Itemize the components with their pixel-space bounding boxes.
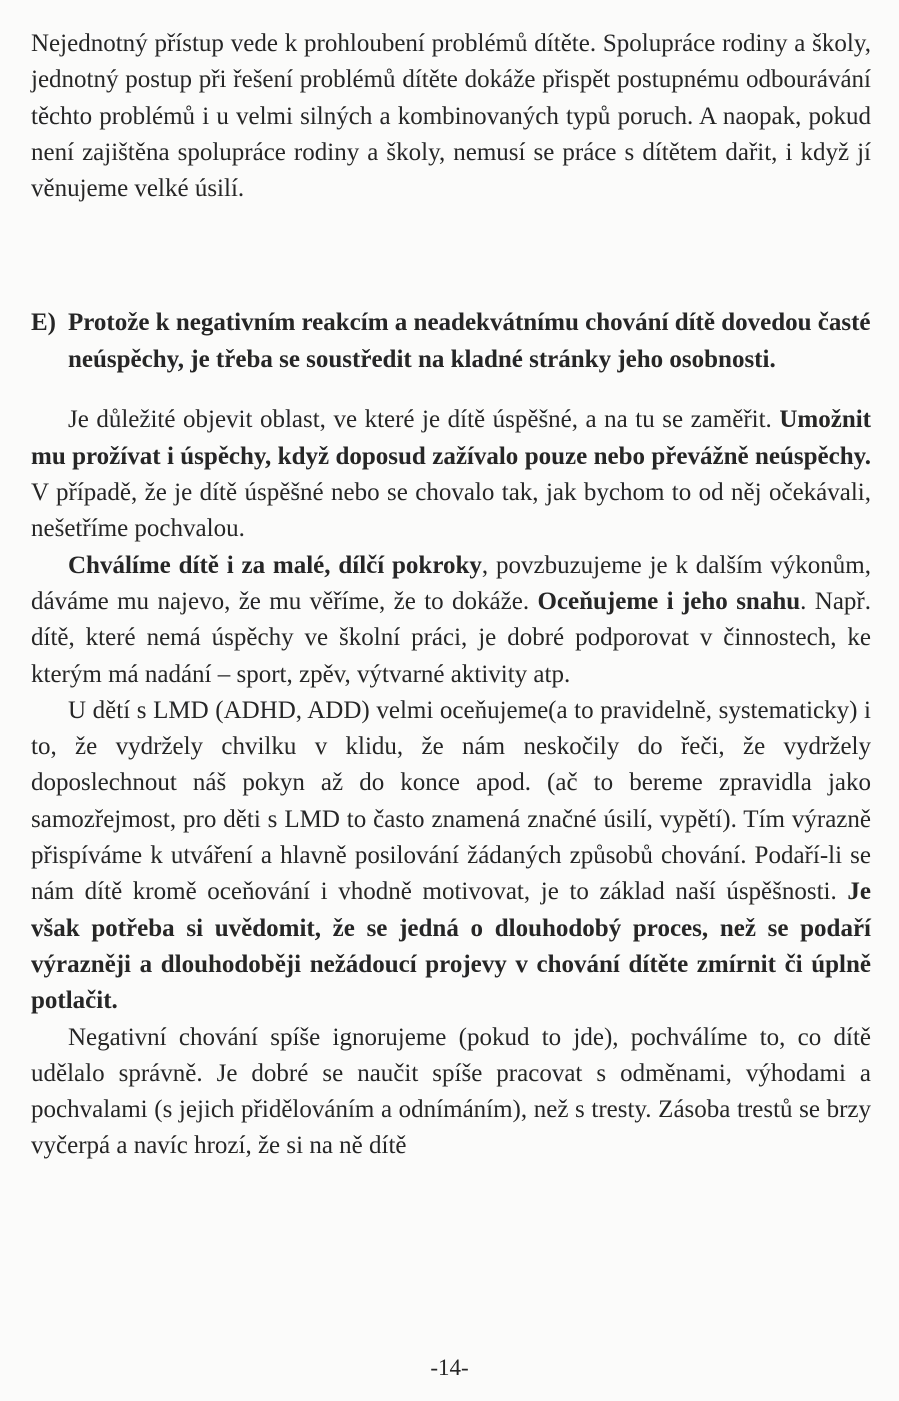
- paragraph-2-text-a: , povzbuzujeme je k dalším výkonům, dáváme mu najevo, že mu věříme, že to dokáže.: [31, 551, 871, 615]
- paragraph-1-text-b: V případě, že je dítě úspěšné nebo se chovalo tak, jak bychom to od něj očekávali, nešetříme pochvalou.: [31, 479, 871, 543]
- page-number: -14-: [430, 1355, 469, 1380]
- section-marker: E): [31, 309, 56, 337]
- paragraph-2-emphasis-b: Oceňujeme i jeho snahu: [537, 587, 801, 615]
- document-page: [31, 26, 871, 1165]
- paragraph-2-text-b: . Např. dítě, které nemá úspěchy ve školní práci, je dobré podporovat v činnostech, ke kterým má nadání – sport, zpěv, výtvarné aktivity atp.: [31, 587, 871, 688]
- body-paragraph-1: [31, 402, 871, 547]
- body-paragraph-2: [31, 548, 871, 693]
- intro-paragraph: Nejednotný přístup vede k prohloubení problémů dítěte. Spolupráce rodiny a školy, jednotný postup při řešení problémů dítěte dokáže přispět postupnému odbourávání těchto problémů i u velmi silných a kombinovaných typů poruch. A naopak, pokud není zajištěna spolupráce rodiny a školy, nemusí se práce s dítětem dařit, i když jí věnujeme velké úsilí.: [31, 30, 871, 203]
- body-paragraph-4: [31, 1020, 871, 1165]
- paragraph-4-text: Negativní chování spíše ignorujeme (pokud to jde), pochválíme to, co dítě udělalo správně. Je dobré se naučit spíše pracovat s odměnami, výhodami a pochvalami (s jejich přidělováním a odnímáním), než s tresty. Zásoba trestů se brzy vyčerpá a navíc hrozí, že si na ně dítě: [31, 1023, 871, 1160]
- paragraph-1-text-a: Je důležité objevit oblast, ve které je dítě úspěšné, a na tu se zaměřit.: [68, 406, 780, 434]
- paragraph-3-emphasis: Je však potřeba si uvědomit, že se jedná o dlouhodobý proces, než se podaří výrazněji a dlouhodoběji nežádoucí projevy v chování dítěte zmírnit či úplně potlačit.: [31, 878, 871, 1015]
- body-paragraph-3: [31, 693, 871, 1020]
- section-heading: [31, 305, 871, 378]
- section-heading-text: Protože k negativním reakcím a neadekvátnímu chování dítě dovedou časté neúspěchy, je třeba se soustředit na kladné stránky jeho osobnosti.: [68, 309, 871, 373]
- paragraph-1-emphasis: Umožnit mu prožívat i úspěchy, když doposud zažívalo pouze nebo převážně neúspěchy.: [31, 406, 871, 470]
- paragraph-2-emphasis-a: Chválíme dítě i za malé, dílčí pokroky: [68, 551, 482, 579]
- paragraph-3-text: U dětí s LMD (ADHD, ADD) velmi oceňujeme(a to pravidelně, systematicky) i to, že vydržely chvilku v klidu, že nám neskočily do řeči, že vydržely doposlechnout náš pokyn až do konce apod. (ač to bereme zpravidla jako samozřejmost, pro děti s LMD to často znamená značné úsilí, vypětí). Tím výrazně přispíváme k utváření a hlavně posilování žádaných způsobů chování. Podaří-li se nám dítě kromě oceňování i vhodně motivovat, je to základ naší úspěšnosti.: [31, 696, 871, 906]
